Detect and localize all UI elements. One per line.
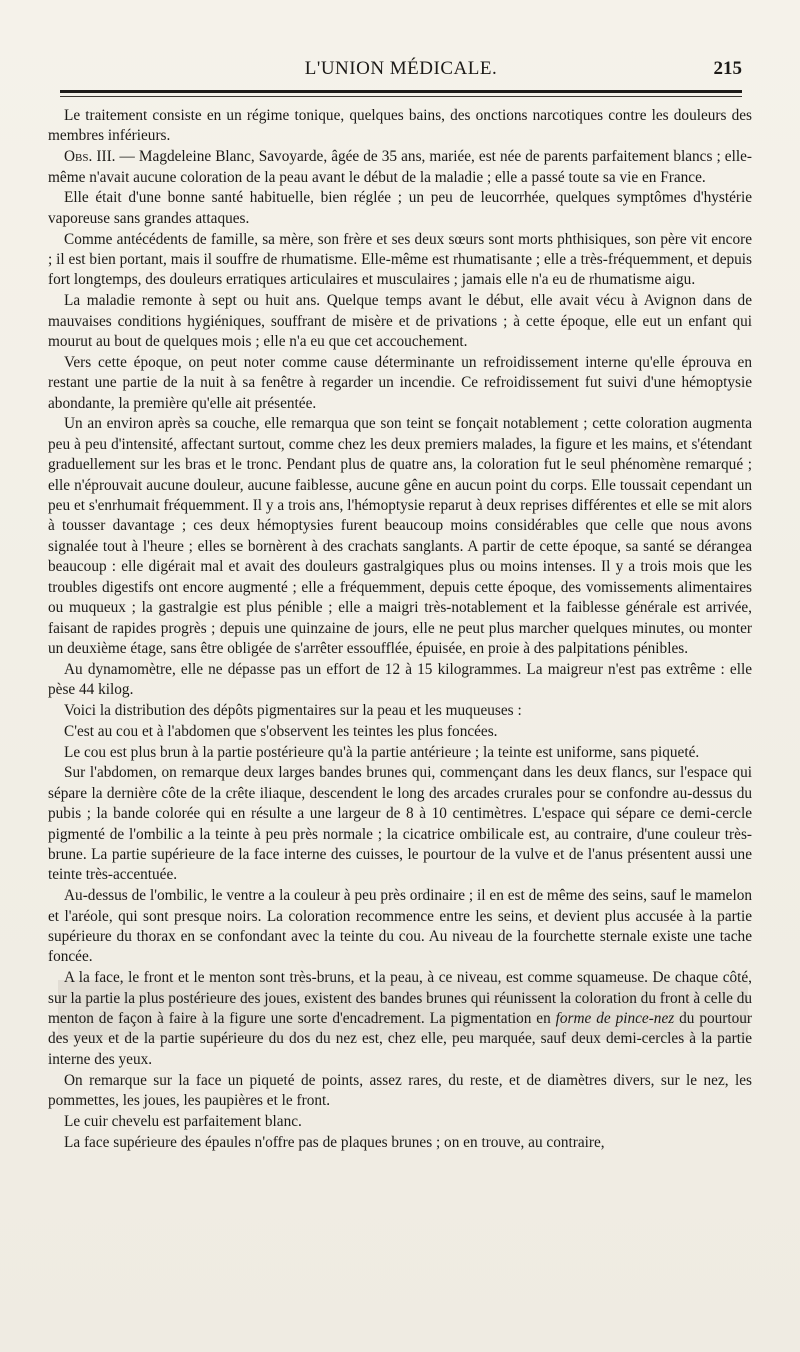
header-rule-thin — [60, 96, 742, 97]
paragraph-distribution: Voici la distribution des dépôts pigmentaires sur la peau et les muqueuses : — [64, 701, 522, 719]
face-tail-text: du pourtour des yeux et de la partie supérieure du dos du nez est, chez elle, peu marquée, sauf deux demi-cercles à la partie interne des yeux. — [48, 1009, 753, 1068]
paragraph-progression: Un an environ après sa couche, elle remarqua que son teint se fonçait notablement ; cette coloration augmenta peu à peu d'intensité, affectant surtout, comme chez les deux premiers malades, la figure et les mains, et s'étendant graduellement sur les bras et le tronc. Pendant plus de quatre ans, la coloration fut le seul phénomène remarqué ; elle n'éprouvait aucune douleur, aucune faiblesse, aucune gêne en aucun point du corps. Elle toussait cependant un peu et s'enrhumait fréquemment. Il y a trois ans, l'hémoptysie reparut à deux reprises différentes et elle se mit alors à tousser davantage ; ces deux hémoptysies furent beaucoup moins considérables que celle que nous avons signalée tout à l'heure ; elles se bornèrent à des crachats sanglants. A partir de cette époque, sa santé se dérangea beaucoup : elle digérait mal et avait des douleurs gastralgiques plus ou moins intenses. Il y a trois mois que les troubles digestifs ont encore augmenté ; elle a fréquemment, depuis cette époque, des vomissements alimentaires ou muqueux ; la gastralgie est plus pénible ; elle a maigri très-notablement et la faiblesse générale est arrivée, faisant de rapides progrès ; depuis une quinzaine de jours, elle ne peut plus marcher quelques minutes, ou monter un deuxième étage, sans être obligée de s'arrêter essoufflée, épuisée, en proie à des palpitations pénibles. — [48, 415, 752, 657]
paragraph-scalp: Le cuir chevelu est parfaitement blanc. — [64, 1112, 302, 1130]
observation-text: Magdeleine Blanc, Savoyarde, âgée de 35 ans, mariée, est née de parents parfaitement blancs ; elle-même n'avait aucune coloration de la peau avant le début de la maladie ; elle a passé toute sa vie en France. — [48, 148, 752, 186]
face-italic-text: forme de pince-nez — [555, 1009, 675, 1027]
paragraph-observation — [48, 147, 752, 188]
paragraph-dynamometer: Au dynamomètre, elle ne dépasse pas un effort de 12 à 15 kilogrammes. La maigreur n'est pas extrême : elle pèse 44 kilog. — [48, 660, 752, 699]
paragraph-neck: Le cou est plus brun à la partie postérieure qu'à la partie antérieure ; la teinte est uniforme, sans piqueté. — [64, 743, 700, 761]
paragraph-abdomen: Sur l'abdomen, on remarque deux larges bandes brunes qui, commençant dans les deux flancs, sur l'espace qui sépare la dernière côte de la crête iliaque, descendent le long des arcades crurales pour se confondre au-dessus du pubis ; la bande colorée qui en résulte a une largeur de 8 à 10 centimètres. L'espace qui sépare ce demi-cercle pigmenté de l'ombilic a la teinte à peu près normale ; la cicatrice ombilicale est, au contraire, d'une couleur très-brune. La partie supérieure de la face interne des cuisses, le pourtour de la vulve et de l'anus présentent aussi une teinte très-accentuée. — [48, 764, 752, 884]
paragraph-dots: On remarque sur la face un piqueté de points, assez rares, du reste, et de diamètres divers, sur le nez, les pommettes, les joues, les paupières et le front. — [48, 1071, 752, 1109]
paragraph-health: Elle était d'une bonne santé habituelle, bien réglée ; un peu de leucorrhée, quelques symptômes d'hystérie vaporeuse sans grandes attaques. — [48, 189, 752, 227]
paragraph-shoulders: La face supérieure des épaules n'offre pas de plaques brunes ; on en trouve, au contraire, — [64, 1133, 605, 1151]
paragraph-treatment: Le traitement consiste en un régime tonique, quelques bains, des onctions narcotiques contre les douleurs des membres inférieurs. — [48, 107, 752, 145]
article-body — [48, 106, 752, 1153]
paragraph-family-history: Comme antécédents de famille, sa mère, son frère et ses deux sœurs sont morts phthisiques, son père vit encore ; il est bien portant, mais il souffre de rhumatisme. Elle-même est rhumatisante ; elle a très-fréquemment, et depuis fort longtemps, des douleurs erratiques articulaires et musculaires ; jamais elle n'a eu de rhumatisme aigu. — [48, 230, 752, 289]
face-text: A la face, le front et le menton sont très-bruns, et la peau, à ce niveau, est comme squameuse. De chaque côté, sur la partie la plus postérieure des joues, existent des bandes brunes qui réunissent la coloration du front à celle du menton de façon à faire à la figure une sorte d'encadrement. La pigmentation en — [48, 969, 752, 1027]
page-header — [60, 54, 742, 90]
paragraph-neck-abdomen: C'est au cou et à l'abdomen que s'observent les teintes les plus foncées. — [64, 722, 498, 740]
paragraph-face — [48, 968, 752, 1070]
page-number: 215 — [713, 58, 742, 79]
running-title: L'UNION MÉDICALE. — [304, 58, 498, 79]
header-rule — [60, 90, 742, 93]
observation-label: Obs. III. — — [64, 148, 135, 166]
paragraph-umbilicus: Au-dessus de l'ombilic, le ventre a la couleur à peu près ordinaire ; il en est de même des seins, sauf le mamelon et l'aréole, qui sont presque noirs. La coloration recommence entre les seins, et devient plus accusée à la partie supérieure du thorax en se confondant avec la teinte du cou. Au niveau de la fourchette sternale existe une tache foncée. — [48, 887, 752, 966]
paragraph-onset: La maladie remonte à sept ou huit ans. Quelque temps avant le début, elle avait vécu à Avignon dans de mauvaises conditions hygiéniques, souffrant de misère et de privations ; à cette époque, elle eut un enfant qui mourut au bout de quelques mois ; elle n'a eu que cet accouchement. — [48, 292, 752, 351]
paragraph-cause: Vers cette époque, on peut noter comme cause déterminante un refroidissement interne qu'elle éprouva en restant une partie de la nuit à sa fenêtre à regarder un incendie. Ce refroidissement fut suivi d'une hémoptysie abondante, la première qu'elle ait présentée. — [48, 353, 752, 412]
